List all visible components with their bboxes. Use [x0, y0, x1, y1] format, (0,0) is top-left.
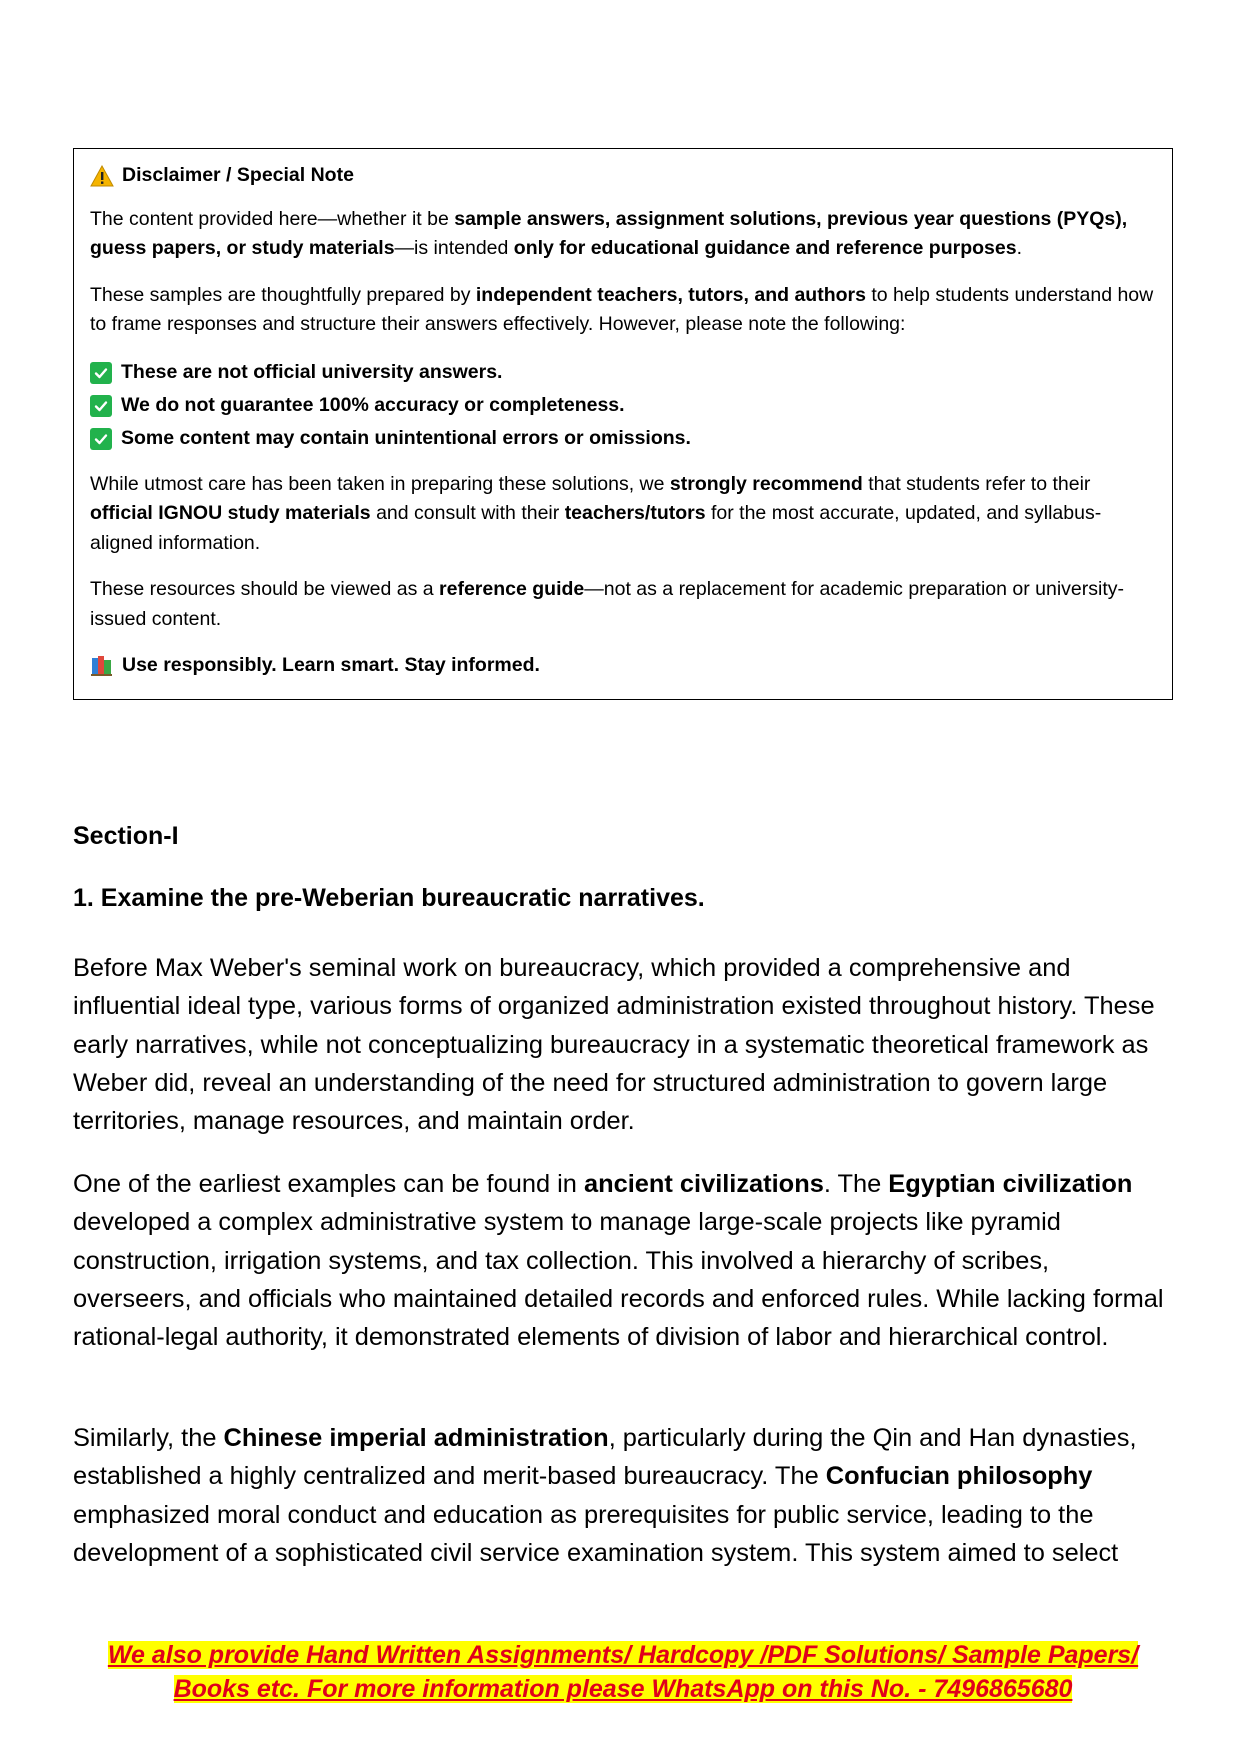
bold-text: ancient civilizations [583, 1170, 824, 1198]
checklist-item [90, 423, 1156, 456]
text-run: These samples are thoughtfully prepared by [90, 283, 476, 306]
text-run: The content provided here—whether it be [90, 207, 455, 230]
text-run: and consult with their [370, 502, 565, 524]
text-run: . [1016, 237, 1023, 259]
text-run: —not as a replacement for academic preparation or university-issued content. [90, 578, 1125, 630]
body-paragraph-1 [73, 949, 1173, 1140]
text-run: —is intended [394, 237, 514, 259]
section-heading: Section-I [73, 822, 179, 850]
checklist-item [90, 390, 1156, 423]
bold-text: sample answers, assignment solutions, previous year questions (PYQs), guess papers, or study materials [90, 207, 1128, 259]
checklist-text: These are not official university answers. [121, 361, 503, 384]
disclaimer-footer-row [90, 651, 1156, 681]
disclaimer-title: Disclaimer / Special Note [122, 164, 354, 186]
body-paragraph-3 [73, 1419, 1173, 1572]
check-icon [90, 428, 112, 450]
checklist-text: Some content may contain unintentional errors or omissions. [121, 427, 691, 450]
question-heading: 1. Examine the pre-Weberian bureaucratic narratives. [73, 884, 705, 912]
check-icon [90, 395, 112, 417]
text-run: that students refer to their [862, 472, 1091, 495]
bold-text: independent teachers, tutors, and authors [475, 283, 866, 306]
disclaimer-box [73, 148, 1173, 700]
check-icon [90, 362, 112, 384]
promo-line-2: Books etc. For more information please WhatsApp on this No. - 7496865680 [173, 1675, 1073, 1703]
bold-text: strongly recommend [669, 472, 863, 495]
disclaimer-paragraph-2 [90, 281, 1156, 340]
disclaimer-checklist [90, 357, 1156, 456]
text-run: While utmost care has been taken in preparing these solutions, we [90, 472, 670, 495]
text-run: One of the earliest examples can be found in [73, 1170, 584, 1198]
disclaimer-title-row [90, 161, 1156, 191]
bold-text: only for educational guidance and reference purposes [513, 237, 1017, 259]
disclaimer-footer: Use responsibly. Learn smart. Stay informed. [122, 654, 540, 676]
bold-text: reference guide [439, 578, 585, 600]
disclaimer-paragraph-1 [90, 205, 1156, 264]
text-run: These resources should be viewed as a [90, 578, 440, 600]
checklist-text: We do not guarantee 100% accuracy or completeness. [121, 394, 625, 417]
text-run: to help students understand how to frame responses and structure their answers effectively. However, please note the following: [90, 283, 1154, 335]
promo-banner [73, 1638, 1173, 1706]
body-paragraph-2 [73, 1165, 1173, 1356]
bold-text: teachers/tutors [564, 502, 706, 524]
bold-text: official IGNOU study materials [90, 502, 371, 524]
text-run: . The [823, 1170, 889, 1198]
text-run: for the most accurate, updated, and syllabus-aligned information. [90, 502, 1102, 554]
checklist-item [90, 357, 1156, 390]
promo-line-1: We also provide Hand Written Assignments/ Hardcopy /PDF Solutions/ Sample Papers/ [107, 1641, 1139, 1669]
disclaimer-paragraph-3 [90, 470, 1156, 559]
warning-icon [90, 165, 114, 187]
bold-text: Egyptian civilization [888, 1170, 1133, 1198]
text-run: Before Max Weber's seminal work on bureaucracy, which provided a comprehensive and influential ideal type, various forms of organized administration existed throughout history. These early narratives, while not conceptualizing bureaucracy in a systematic theoretical framework as Weber did, reveal an understanding of the need for structured administration to govern large territories, manage resources, and maintain order. [73, 954, 1155, 1136]
text-run: Similarly, the [73, 1424, 224, 1452]
books-icon [90, 655, 114, 677]
text-run: developed a complex administrative system to manage large-scale projects like pyramid construction, irrigation systems, and tax collection. This involved a hierarchy of scribes, overseers, and officials who maintained detailed records and enforced rules. While lacking formal rational-legal authority, it demonstrated elements of division of labor and hierarchical control. [73, 1208, 1164, 1352]
disclaimer-paragraph-4 [90, 575, 1156, 634]
text-run: emphasized moral conduct and education as prerequisites for public service, leading to the development of a sophisticated civil service examination system. This system aimed to select [73, 1500, 1119, 1567]
text-run: , particularly during the Qin and Han dynasties, established a highly centralized and merit-based bureaucracy. The [73, 1424, 1137, 1491]
bold-text: Chinese imperial administration [223, 1424, 609, 1452]
bold-text: Confucian philosophy [825, 1462, 1093, 1491]
